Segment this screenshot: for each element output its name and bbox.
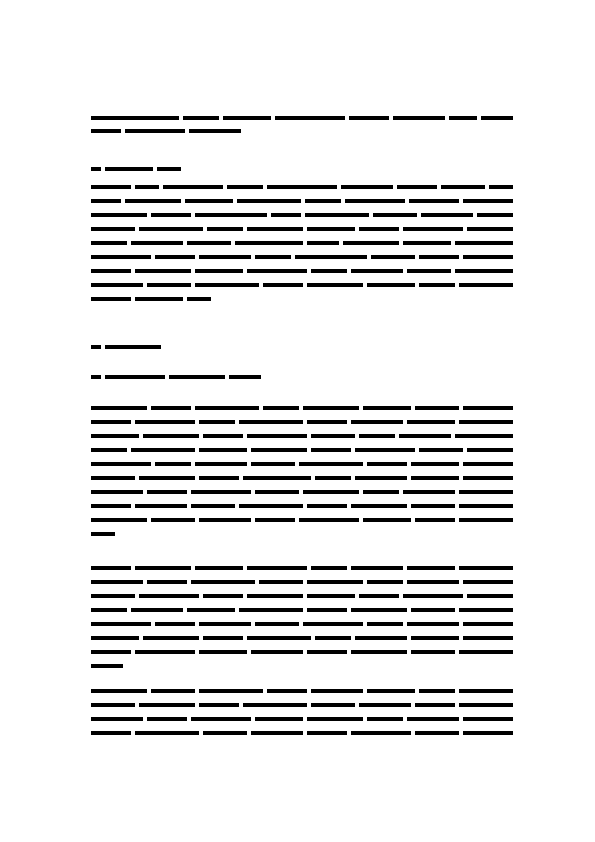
- paragraph-line: [91, 255, 513, 259]
- paragraph-line: [91, 518, 513, 522]
- title-line: [91, 129, 241, 133]
- paragraph-line: [91, 650, 513, 654]
- section-heading: [91, 167, 181, 172]
- paragraph-line: [91, 689, 513, 693]
- subsection-heading: [91, 375, 261, 380]
- paragraph-line: [91, 434, 513, 438]
- paragraph-line: [91, 448, 513, 452]
- paragraph-line: [91, 566, 513, 570]
- paragraph-line: [91, 717, 513, 721]
- paragraph-line: [91, 476, 513, 480]
- paragraph-line: [91, 213, 513, 217]
- title-line: [91, 116, 513, 120]
- paragraph-line: [91, 622, 513, 626]
- paragraph-line: [91, 594, 513, 598]
- paragraph-line: [91, 580, 513, 584]
- paragraph-line: [91, 406, 513, 410]
- paragraph-line: [91, 269, 513, 273]
- paragraph-line: [91, 490, 513, 494]
- paragraph-line: [91, 703, 513, 707]
- paragraph-line: [91, 227, 513, 231]
- section-heading: [91, 345, 161, 350]
- paragraph-line: [91, 462, 513, 466]
- paragraph: [91, 566, 513, 672]
- paragraph-line: [91, 199, 513, 203]
- paragraph-line: [91, 297, 211, 301]
- paragraph-line: [91, 420, 513, 424]
- paragraph-line: [91, 532, 115, 536]
- paragraph-line: [91, 283, 513, 287]
- paragraph-line: [91, 664, 123, 668]
- paragraph-line: [91, 504, 513, 508]
- paragraph-line: [91, 608, 513, 612]
- document-title: [91, 116, 513, 140]
- paragraph: [91, 689, 513, 749]
- paragraph: [91, 185, 513, 317]
- paragraph-line: [91, 636, 513, 640]
- paragraph-line: [91, 185, 513, 189]
- paragraph-line: [91, 731, 513, 735]
- paragraph: [91, 406, 513, 540]
- paragraph-line: [91, 241, 513, 245]
